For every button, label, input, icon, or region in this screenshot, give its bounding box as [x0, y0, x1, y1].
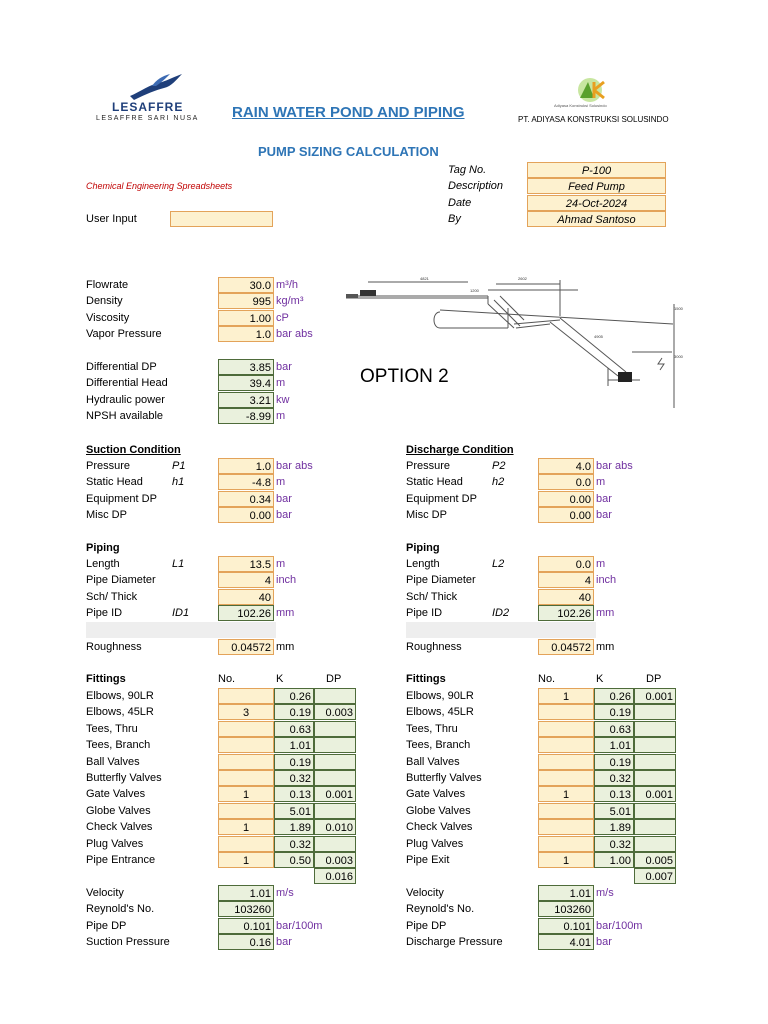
suction-fitting-name: Butterfly Valves — [86, 772, 162, 784]
svg-text:4905: 4905 — [594, 334, 603, 339]
suction-row-unit: bar — [276, 492, 292, 505]
discharge-fitting-no-cell[interactable]: 1 — [538, 852, 594, 868]
suction-fitting-dp-cell — [314, 721, 356, 737]
user-input-legend-cell — [170, 211, 273, 227]
suction-summary-value-cell: 0.16 — [218, 934, 274, 950]
discharge-summary-label: Pipe DP — [406, 919, 447, 932]
discharge-piping-unit: inch — [596, 574, 617, 587]
info-label: Tag No. — [448, 164, 487, 176]
discharge-fitting-no-cell[interactable] — [538, 704, 594, 720]
info-label: Date — [448, 196, 472, 209]
result-unit: bar — [276, 361, 292, 373]
discharge-fitting-dp-cell: 0.001 — [634, 688, 676, 704]
bird-icon — [126, 72, 186, 102]
suction-fitting-k-cell: 0.32 — [274, 770, 314, 786]
discharge-fitting-k-cell: 0.26 — [594, 688, 634, 704]
suction-piping-value-cell[interactable]: 4 — [218, 572, 274, 588]
info-value-cell[interactable]: P-100 — [527, 162, 666, 178]
suction-piping-label: Pipe ID — [86, 607, 123, 620]
suction-roughness-unit: mm — [276, 641, 295, 653]
suction-row-symbol: P1 — [172, 460, 186, 472]
company-name: PT. ADIYASA KONSTRUKSI SOLUSINDO — [518, 115, 669, 124]
discharge-row-unit: bar — [596, 509, 612, 522]
suction-summary-value-cell: 1.01 — [218, 885, 274, 901]
discharge-fitting-k-cell: 0.13 — [594, 786, 634, 802]
fluid-value-cell[interactable]: 995 — [218, 293, 274, 309]
suction-fittings-total-cell: 0.016 — [314, 868, 356, 884]
discharge-fitting-no-cell[interactable] — [538, 721, 594, 737]
discharge-fitting-name: Elbows, 45LR — [406, 706, 474, 719]
discharge-fitting-dp-cell — [634, 754, 676, 770]
discharge-fitting-k-cell: 1.01 — [594, 737, 634, 753]
discharge-fittings-total-cell: 0.007 — [634, 868, 676, 884]
discharge-fitting-k-cell: 5.01 — [594, 803, 634, 819]
suction-fitting-k-cell: 0.26 — [274, 688, 314, 704]
result-label: Hydraulic power — [86, 393, 165, 406]
suction-fitting-name: Plug Valves — [86, 837, 144, 850]
discharge-title: Discharge Condition — [406, 444, 514, 456]
fluid-value-cell[interactable]: 1.00 — [218, 310, 274, 326]
suction-piping-symbol: L1 — [172, 558, 185, 570]
suction-summary-value-cell: 0.101 — [218, 918, 274, 934]
discharge-piping-title: Piping — [406, 542, 440, 554]
discharge-fitting-dp-cell — [634, 819, 676, 835]
discharge-summary-value-cell: 103260 — [538, 901, 594, 917]
discharge-fitting-no-cell[interactable] — [538, 819, 594, 835]
fluid-label: Density — [86, 295, 123, 308]
suction-fitting-dp-cell — [314, 754, 356, 770]
fluid-unit: m³/h — [276, 279, 298, 291]
discharge-fitting-dp-cell — [634, 721, 676, 737]
suction-summary-value-cell: 103260 — [218, 901, 274, 917]
suction-fitting-no-cell[interactable] — [218, 754, 274, 770]
discharge-summary-unit: bar/100m — [596, 919, 643, 932]
discharge-col-no: No. — [538, 673, 556, 685]
discharge-fitting-name: Pipe Exit — [406, 854, 450, 866]
suction-fitting-name: Tees, Thru — [86, 722, 138, 735]
suction-col-dp: DP — [326, 673, 342, 685]
suction-fitting-dp-cell — [314, 836, 356, 852]
result-value-cell: 39.4 — [218, 375, 274, 391]
result-label: Differential DP — [86, 361, 157, 373]
result-value-cell: -8.99 — [218, 408, 274, 424]
suction-fitting-no-cell[interactable] — [218, 721, 274, 737]
suction-fitting-name: Elbows, 45LR — [86, 706, 154, 719]
suction-piping-unit: inch — [276, 574, 297, 587]
suction-fitting-no-cell[interactable] — [218, 688, 274, 704]
info-value-cell[interactable]: 24-Oct-2024 — [527, 195, 666, 211]
tagline: Chemical Engineering Spreadsheets — [86, 181, 233, 191]
discharge-fitting-no-cell[interactable] — [538, 770, 594, 786]
suction-fitting-k-cell: 1.89 — [274, 819, 314, 835]
suction-col-no: No. — [218, 673, 236, 685]
suction-fitting-dp-cell: 0.001 — [314, 786, 356, 802]
discharge-row-value-cell[interactable]: 4.0 — [538, 458, 594, 474]
discharge-fitting-k-cell: 0.19 — [594, 754, 634, 770]
suction-row-label: Equipment DP — [86, 492, 157, 505]
discharge-piping-symbol: ID2 — [492, 607, 510, 620]
discharge-fitting-dp-cell — [634, 770, 676, 786]
lesaffre-logo — [96, 72, 204, 126]
discharge-fitting-name: Globe Valves — [406, 804, 471, 817]
discharge-row-value-cell[interactable]: 0.00 — [538, 507, 594, 523]
suction-fitting-no-cell[interactable]: 1 — [218, 819, 274, 835]
suction-fitting-name: Globe Valves — [86, 804, 151, 817]
suction-summary-unit: bar/100m — [276, 919, 323, 932]
discharge-fitting-name: Ball Valves — [406, 755, 460, 768]
suction-fitting-k-cell: 0.19 — [274, 704, 314, 720]
discharge-fitting-k-cell: 0.19 — [594, 704, 634, 720]
adiyasa-tiny-text: Adiyasa Konstruksi Solusindo — [554, 103, 607, 108]
discharge-fitting-k-cell: 1.00 — [594, 852, 634, 868]
suction-row-unit: bar — [276, 509, 292, 522]
discharge-roughness-label: Roughness — [406, 641, 462, 653]
fluid-unit: cP — [276, 311, 289, 324]
discharge-fitting-dp-cell: 0.001 — [634, 786, 676, 802]
result-label: NPSH available — [86, 410, 164, 423]
discharge-fitting-dp-cell — [634, 704, 676, 720]
discharge-fitting-no-cell[interactable] — [538, 737, 594, 753]
discharge-piping-label: Pipe ID — [406, 607, 443, 620]
fluid-label: Viscosity — [86, 311, 130, 324]
discharge-piping-value-cell[interactable]: 0.0 — [538, 556, 594, 572]
discharge-spacer-band — [406, 622, 596, 638]
suction-row-unit: m — [276, 476, 286, 489]
suction-fitting-dp-cell: 0.003 — [314, 704, 356, 720]
suction-fitting-name: Tees, Branch — [86, 739, 151, 752]
info-label: By — [448, 213, 461, 226]
info-value-cell[interactable]: Feed Pump — [527, 178, 666, 194]
discharge-row-symbol: h2 — [492, 476, 505, 489]
discharge-row-value-cell[interactable]: 0.0 — [538, 474, 594, 490]
suction-summary-unit: bar — [276, 936, 292, 949]
discharge-roughness-unit: mm — [596, 641, 615, 653]
suction-col-k: K — [276, 673, 284, 685]
discharge-summary-value-cell: 1.01 — [538, 885, 594, 901]
discharge-piping-value-cell[interactable]: 4 — [538, 572, 594, 588]
subtitle: PUMP SIZING CALCULATION — [258, 144, 439, 159]
suction-row-symbol: h1 — [172, 476, 185, 489]
suction-fitting-no-cell[interactable] — [218, 803, 274, 819]
discharge-piping-symbol: L2 — [492, 558, 505, 570]
suction-fitting-no-cell[interactable]: 3 — [218, 704, 274, 720]
discharge-summary-unit: bar — [596, 936, 612, 949]
suction-fitting-k-cell: 0.32 — [274, 836, 314, 852]
adiyasa-logo — [554, 76, 630, 112]
discharge-col-k: K — [596, 673, 604, 685]
discharge-col-dp: DP — [646, 673, 662, 685]
discharge-fitting-dp-cell — [634, 836, 676, 852]
suction-fitting-no-cell[interactable] — [218, 836, 274, 852]
lesaffre-subtext: LESAFFRE SARI NUSA — [96, 115, 199, 122]
discharge-piping-label: Sch/ Thick — [406, 590, 458, 603]
discharge-fitting-k-cell: 0.32 — [594, 770, 634, 786]
suction-row-value-cell[interactable]: 0.34 — [218, 491, 274, 507]
discharge-row-unit: m — [596, 476, 606, 489]
suction-fitting-no-cell[interactable] — [218, 770, 274, 786]
discharge-fitting-dp-cell — [634, 737, 676, 753]
discharge-fitting-no-cell[interactable] — [538, 754, 594, 770]
fluid-unit: bar abs — [276, 328, 313, 341]
discharge-fitting-no-cell[interactable] — [538, 803, 594, 819]
ak-logo-icon — [560, 76, 620, 104]
suction-row-unit: bar abs — [276, 460, 313, 472]
discharge-piping-value-cell[interactable]: 40 — [538, 589, 594, 605]
suction-piping-label: Pipe Diameter — [86, 574, 156, 587]
suction-piping-unit: mm — [276, 607, 295, 620]
info-label: Description — [448, 180, 504, 193]
check-valve-box — [618, 372, 632, 382]
suction-row-label: Static Head — [86, 476, 143, 489]
discharge-fitting-no-cell[interactable]: 1 — [538, 688, 594, 704]
suction-fitting-no-cell[interactable] — [218, 737, 274, 753]
suction-summary-label: Suction Pressure — [86, 936, 170, 949]
suction-fitting-name: Check Valves — [86, 821, 153, 834]
suction-summary-label: Velocity — [86, 887, 124, 899]
fluid-unit: kg/m³ — [276, 295, 304, 308]
piping-diagram — [328, 268, 690, 414]
discharge-fitting-no-cell[interactable]: 1 — [538, 786, 594, 802]
result-unit: m — [276, 410, 286, 423]
suction-summary-unit: m/s — [276, 887, 294, 899]
discharge-piping-unit: mm — [596, 607, 615, 620]
discharge-fitting-name: Plug Valves — [406, 837, 464, 850]
suction-fitting-name: Ball Valves — [86, 755, 140, 768]
discharge-fitting-name: Butterfly Valves — [406, 772, 482, 784]
discharge-row-unit: bar abs — [596, 460, 633, 472]
discharge-fittings-title: Fittings — [406, 673, 446, 685]
suction-spacer-band — [86, 622, 276, 638]
suction-piping-value-cell[interactable]: 40 — [218, 589, 274, 605]
discharge-piping-value-cell: 102.26 — [538, 605, 594, 621]
suction-fitting-dp-cell — [314, 688, 356, 704]
suction-fitting-k-cell: 1.01 — [274, 737, 314, 753]
result-unit: m — [276, 377, 286, 390]
svg-text:4821: 4821 — [420, 276, 429, 281]
discharge-row-label: Static Head — [406, 476, 463, 489]
discharge-fitting-name: Elbows, 90LR — [406, 690, 474, 702]
suction-fitting-k-cell: 0.50 — [274, 852, 314, 868]
suction-roughness-cell[interactable]: 0.04572 — [218, 639, 274, 655]
discharge-summary-label: Velocity — [406, 887, 444, 899]
discharge-piping-unit: m — [596, 558, 606, 570]
suction-fitting-dp-cell — [314, 737, 356, 753]
suction-fitting-name: Elbows, 90LR — [86, 690, 154, 702]
discharge-row-unit: bar — [596, 492, 612, 505]
suction-fitting-k-cell: 0.19 — [274, 754, 314, 770]
discharge-row-label: Pressure — [406, 460, 451, 472]
suction-roughness-label: Roughness — [86, 641, 142, 653]
option-label: OPTION 2 — [360, 366, 449, 387]
suction-summary-label: Reynold's No. — [86, 903, 155, 916]
discharge-piping-label: Pipe Diameter — [406, 574, 476, 587]
discharge-piping-label: Length — [406, 558, 440, 570]
discharge-row-label: Equipment DP — [406, 492, 477, 505]
suction-fitting-name: Pipe Entrance — [86, 854, 156, 866]
discharge-summary-value-cell: 4.01 — [538, 934, 594, 950]
fluid-label: Flowrate — [86, 279, 129, 291]
suction-row-value-cell[interactable]: 0.00 — [218, 507, 274, 523]
discharge-summary-label: Discharge Pressure — [406, 936, 503, 949]
suction-row-label: Misc DP — [86, 509, 127, 522]
fluid-value-cell[interactable]: 30.0 — [218, 277, 274, 293]
discharge-summary-label: Reynold's No. — [406, 903, 475, 916]
discharge-fitting-name: Check Valves — [406, 821, 473, 834]
svg-text:1500: 1500 — [674, 306, 683, 311]
svg-text:1200: 1200 — [470, 288, 479, 293]
fluid-label: Vapor Pressure — [86, 328, 162, 341]
discharge-fitting-dp-cell: 0.005 — [634, 852, 676, 868]
discharge-row-value-cell[interactable]: 0.00 — [538, 491, 594, 507]
discharge-fitting-no-cell[interactable] — [538, 836, 594, 852]
discharge-roughness-cell[interactable]: 0.04572 — [538, 639, 594, 655]
suction-piping-symbol: ID1 — [172, 607, 190, 620]
discharge-summary-unit: m/s — [596, 887, 614, 899]
result-unit: kw — [276, 393, 290, 406]
suction-fitting-no-cell[interactable]: 1 — [218, 852, 274, 868]
lesaffre-wordmark: LESAFFRE — [112, 100, 184, 114]
suction-fitting-no-cell[interactable]: 1 — [218, 786, 274, 802]
suction-piping-label: Length — [86, 558, 120, 570]
suction-summary-label: Pipe DP — [86, 919, 127, 932]
suction-fitting-k-cell: 5.01 — [274, 803, 314, 819]
discharge-row-label: Misc DP — [406, 509, 447, 522]
document-title: RAIN WATER POND AND PIPING — [232, 104, 465, 121]
suction-fitting-dp-cell — [314, 770, 356, 786]
discharge-fitting-name: Tees, Thru — [406, 722, 458, 735]
suction-piping-title: Piping — [86, 542, 120, 554]
result-value-cell: 3.21 — [218, 392, 274, 408]
info-value-cell[interactable]: Ahmad Santoso — [527, 211, 666, 227]
suction-piping-label: Sch/ Thick — [86, 590, 138, 603]
suction-row-value-cell[interactable]: -4.8 — [218, 474, 274, 490]
suction-fitting-dp-cell: 0.003 — [314, 852, 356, 868]
fluid-value-cell[interactable]: 1.0 — [218, 326, 274, 342]
suction-row-label: Pressure — [86, 460, 131, 472]
suction-fitting-k-cell: 0.63 — [274, 721, 314, 737]
suction-piping-value-cell[interactable]: 13.5 — [218, 556, 274, 572]
result-label: Differential Head — [86, 377, 168, 390]
discharge-summary-value-cell: 0.101 — [538, 918, 594, 934]
user-input-label: User Input — [86, 213, 137, 225]
discharge-fitting-k-cell: 0.63 — [594, 721, 634, 737]
discharge-fitting-name: Tees, Branch — [406, 739, 471, 752]
suction-fitting-dp-cell — [314, 803, 356, 819]
suction-piping-value-cell: 102.26 — [218, 605, 274, 621]
discharge-fitting-k-cell: 1.89 — [594, 819, 634, 835]
suction-fitting-dp-cell: 0.010 — [314, 819, 356, 835]
suction-fitting-k-cell: 0.13 — [274, 786, 314, 802]
discharge-fitting-k-cell: 0.32 — [594, 836, 634, 852]
discharge-fitting-dp-cell — [634, 803, 676, 819]
pump-equipment — [360, 290, 376, 296]
svg-text:2602: 2602 — [518, 276, 527, 281]
suction-piping-unit: m — [276, 558, 286, 570]
suction-row-value-cell[interactable]: 1.0 — [218, 458, 274, 474]
svg-text:3000: 3000 — [674, 354, 683, 359]
suction-title: Suction Condition — [86, 444, 181, 456]
result-value-cell: 3.85 — [218, 359, 274, 375]
discharge-row-symbol: P2 — [492, 460, 506, 472]
suction-fitting-name: Gate Valves — [86, 788, 146, 801]
suction-fittings-title: Fittings — [86, 673, 126, 685]
discharge-fitting-name: Gate Valves — [406, 788, 466, 801]
